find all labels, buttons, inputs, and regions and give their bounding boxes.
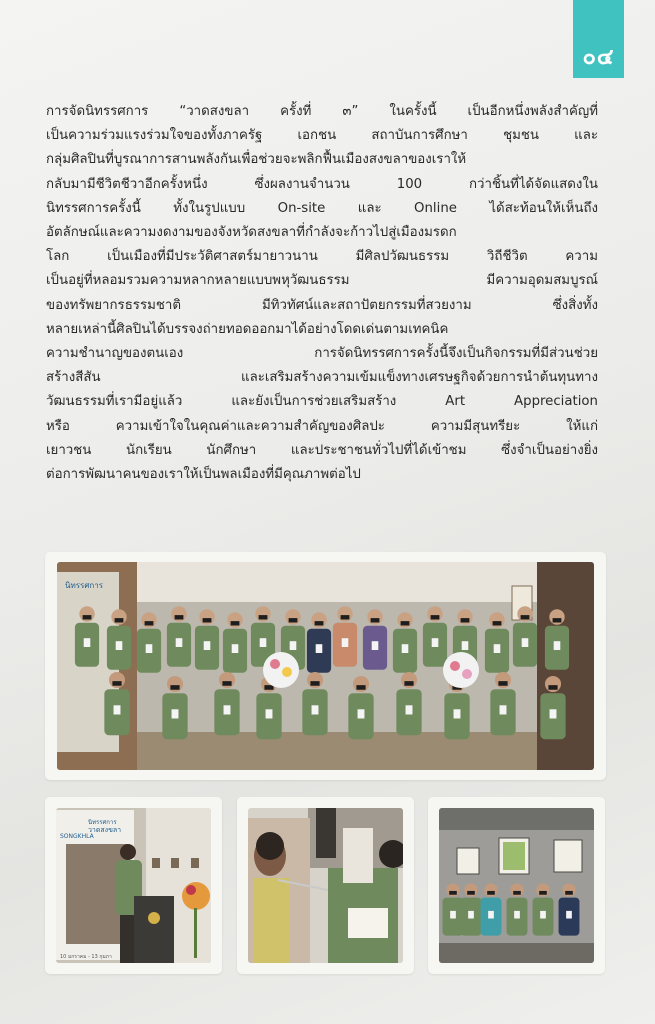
name-badge (494, 644, 501, 653)
face-mask (175, 615, 184, 619)
article-line: วัฒนธรรมที่เรามีอยู่แล้ว และยังเป็นการช่วยเสริมสร้าง Art Appreciation (46, 394, 598, 410)
face-mask (222, 681, 231, 686)
face-mask (310, 681, 319, 686)
face-mask (539, 891, 547, 895)
name-badge (114, 705, 121, 714)
name-badge (172, 709, 179, 718)
article-body (46, 100, 598, 487)
name-badge (260, 638, 267, 647)
face-mask (259, 615, 268, 619)
article-line: กลุ่มศิลปินที่บูรณาการสานพลังกันเพื่อช่วยจะพลิกฟื้นเมืองสงขลาของเราให้ (46, 152, 467, 168)
face-mask (553, 618, 562, 622)
face-mask (170, 685, 179, 690)
face-mask (521, 615, 530, 619)
article-line: ความชำนาญของตนเอง การจัดนิทรรศการครั้งนี้จึงเป็นกิจกรรมที่มีส่วนช่วย (46, 346, 598, 362)
name-badge (432, 638, 439, 647)
article-line: หรือ ความเข้าใจในคุณค่าและความสำคัญของศิลปะ ความมีสุนทรียะ ให้แก่ (46, 418, 598, 434)
name-badge (550, 709, 557, 718)
article-line: การจัดนิทรรศการ “วาดสงขลา ครั้งที่ ๓” ในครั้งนี้ เป็นอีกหนึ่งพลังสำคัญที่ (46, 104, 598, 119)
article-line: นิทรรศการครั้งนี้ ทั้งในรูปแบบ On-site และ Online ได้สะท้อนให้เห็นถึง (46, 200, 598, 216)
name-badge (146, 644, 153, 653)
article-line: หลายเหล่านี้ศิลปินได้บรรจงถ่ายทอดออกมาได้อย่างโดดเด่นตามเทคนิค (46, 321, 449, 337)
face-mask (401, 621, 410, 625)
face-mask (487, 891, 495, 895)
name-badge (372, 641, 379, 650)
name-badge (500, 705, 507, 714)
face-mask (112, 681, 121, 686)
face-mask (289, 618, 298, 622)
name-badge (450, 911, 456, 919)
speech-photo (56, 808, 211, 963)
name-badge (402, 644, 409, 653)
face-mask (356, 685, 365, 690)
article-line: เยาวชน นักเรียน นักศึกษา และประชาชนทั่วไปที่ได้เข้าชม ซึ่งจำเป็นอย่างยิ่ง (46, 442, 598, 458)
name-badge (176, 638, 183, 647)
name-badge (554, 641, 561, 650)
poster-title: นิทรรศการ (65, 581, 104, 590)
article-line: อัตลักษณ์และความงดงามของจังหวัดสงขลาที่กำลังจะก้าวไปสู่เมืองมรดก (46, 225, 457, 241)
article-line: สร้างสีสัน และเสริมสร้างความเข้มแข็งทางเศรษฐกิจด้วยการนำต้นทุนทาง (46, 370, 598, 386)
name-badge (462, 641, 469, 650)
name-badge (266, 709, 273, 718)
name-badge (232, 644, 239, 653)
gallery-photo (439, 808, 594, 963)
face-mask (548, 685, 557, 690)
face-mask (498, 681, 507, 686)
face-mask (315, 621, 324, 625)
article-line: ของทรัพยากรธรรมชาติ มีทิวทัศน์และสถาปัตยกรรมที่สวยงาม ซึ่งสิ่งทั้ง (46, 297, 598, 313)
speech-poster-title: นิทรรศการ (88, 819, 117, 826)
face-mask (83, 615, 92, 619)
name-badge (540, 911, 546, 919)
article-line: โลก เป็นเมืองที่มีประวัติศาสตร์มายาวนาน มีศิลปวัฒนธรรม วิถีชีวิต ความ (46, 249, 598, 265)
name-badge (522, 638, 529, 647)
page-number: ๐๔ (582, 45, 615, 70)
face-mask (431, 615, 440, 619)
group-photo (57, 562, 594, 770)
article-line: กลับมามีชีวิตชีวาอีกครั้งหนึ่ง ซึ่งผลงานจำนวน 100 กว่าชิ้นที่ได้จัดแสดงใน (46, 176, 598, 192)
article-line: เป็นอยู่ที่หลอมรวมความหลากหลายแบบพหุวัฒนธรรม มีความอุดมสมบูรณ์ (46, 273, 598, 289)
name-badge (454, 709, 461, 718)
name-badge (488, 911, 494, 919)
face-mask (264, 685, 273, 690)
face-mask (203, 618, 212, 622)
face-mask (145, 621, 154, 625)
face-mask (404, 681, 413, 686)
speech-poster-brand: SONGKHLA (60, 833, 94, 840)
name-badge (224, 705, 231, 714)
article-line: ต่อการพัฒนาคนของเราให้เป็นพลเมืองที่มีคุณภาพต่อไป (46, 467, 361, 483)
face-mask (231, 621, 240, 625)
name-badge (316, 644, 323, 653)
name-badge (204, 641, 211, 650)
face-mask (371, 618, 380, 622)
page-number-badge (573, 0, 624, 78)
name-badge (312, 705, 319, 714)
painting-photo (248, 808, 403, 963)
name-badge (514, 911, 520, 919)
face-mask (467, 891, 475, 895)
face-mask (493, 621, 502, 625)
face-mask (115, 618, 124, 622)
name-badge (342, 638, 349, 647)
name-badge (84, 638, 91, 647)
face-mask (461, 618, 470, 622)
name-badge (358, 709, 365, 718)
article-line: เป็นความร่วมแรงร่วมใจของทั้งภาครัฐ เอกชน สถาบันการศึกษา ชุมชน และ (46, 128, 598, 144)
face-mask (449, 891, 457, 895)
speech-poster-subtitle: วาดสงขลา (88, 826, 122, 834)
name-badge (406, 705, 413, 714)
speech-poster-dates: 10 มกราคม - 13 กุมภา (60, 954, 112, 960)
name-badge (290, 641, 297, 650)
face-mask (565, 891, 573, 895)
name-badge (116, 641, 123, 650)
name-badge (468, 911, 474, 919)
face-mask (513, 891, 521, 895)
face-mask (341, 615, 350, 619)
name-badge (566, 911, 572, 919)
